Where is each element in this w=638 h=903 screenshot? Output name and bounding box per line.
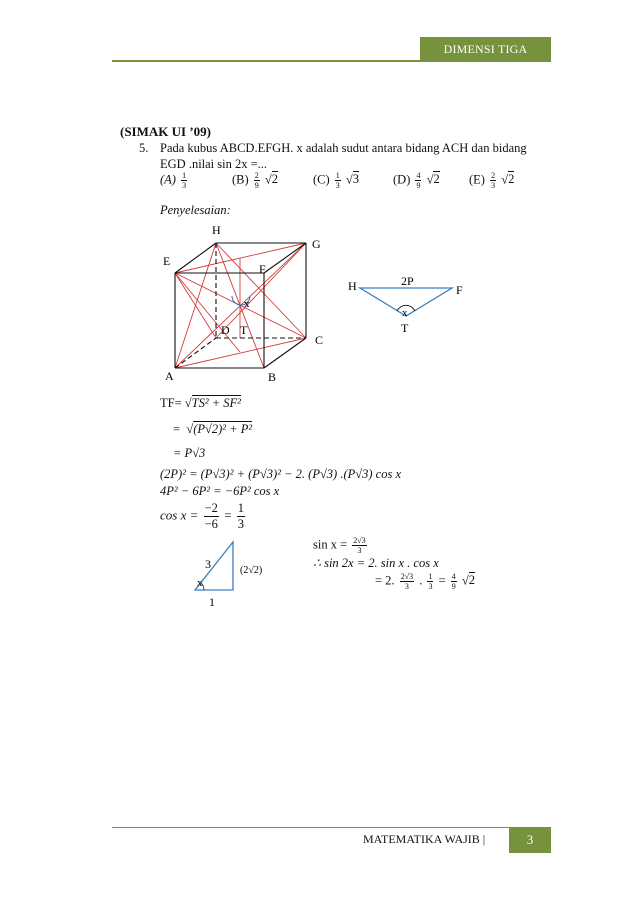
side-label: 2P — [401, 274, 414, 288]
equation-lhs: cos x = — [160, 507, 199, 523]
angle-label: x — [402, 307, 408, 319]
option-fraction — [415, 171, 421, 190]
radicand: (P√2)² + P² — [193, 422, 253, 436]
frac-num: 4 — [416, 171, 421, 180]
radicand: TS² + SF² — [191, 396, 241, 410]
dot-operator: . — [419, 573, 423, 588]
vertex-label: G — [312, 237, 321, 251]
frac-num: 1 — [237, 501, 245, 515]
equals-sign: = — [224, 507, 232, 523]
option-label: (C) — [313, 172, 330, 187]
frac-num: 2 — [491, 171, 496, 180]
radicand: 2 — [468, 573, 476, 588]
side-label: 1 — [209, 595, 215, 609]
frac-num: −2 — [204, 501, 218, 515]
frac-num: 2√3 — [400, 572, 414, 581]
option-fraction — [254, 171, 260, 190]
fraction — [237, 501, 245, 532]
triangle-htf — [340, 268, 470, 338]
option-fraction — [490, 171, 496, 190]
angle-label: x — [244, 298, 250, 310]
fraction — [451, 572, 457, 591]
final-step: = 2. $\frac{2√3}{3}$ . $\frac{1}{3}$ = $\frac{4}{9}$ √2 — [375, 572, 476, 591]
equals-sign: = — [173, 422, 181, 436]
option-radicand: 3 — [352, 172, 360, 187]
side-label: 3 — [205, 557, 211, 571]
vertex-label: A — [165, 369, 174, 383]
tf-step-2: = √(P√2)² + P² — [173, 422, 253, 436]
fraction — [352, 536, 366, 555]
sin-x-step — [313, 536, 369, 555]
frac-den: −6 — [204, 517, 218, 531]
option-d: (D) $\frac{4}{9}$ √2 — [393, 171, 440, 190]
fraction — [400, 572, 414, 591]
frac-num: 4 — [451, 572, 456, 581]
frac-den: 9 — [416, 181, 421, 190]
frac-den: 3 — [428, 582, 433, 591]
frac-den: 9 — [451, 582, 456, 591]
option-e: (E) $\frac{2}{3}$ √2 — [469, 171, 515, 190]
header-divider — [112, 60, 551, 62]
frac-den: 3 — [491, 181, 496, 190]
right-triangle — [175, 538, 285, 613]
vertex-label: E — [163, 254, 171, 268]
simplify-step: 4P² − 6P² = −6P² cos x — [160, 484, 280, 498]
frac-den: 3 — [182, 181, 187, 190]
vertex-label: D — [221, 323, 230, 337]
equation-lhs: TF= — [160, 396, 182, 410]
cube-figure — [150, 220, 350, 385]
option-a — [160, 171, 189, 190]
frac-den: 3 — [404, 582, 409, 591]
side-label: (2√2) — [240, 565, 263, 576]
option-radicand: 2 — [271, 172, 279, 187]
tf-step-1: TF= √TS² + SF² — [160, 396, 241, 410]
footer-divider — [112, 827, 551, 828]
vertex-label: T — [240, 323, 248, 337]
option-label: (B) — [232, 172, 249, 187]
page-number: 3 — [509, 827, 551, 853]
tf-step-3: = P√3 — [173, 446, 206, 460]
problem-source: (SIMAK UI ’09) — [120, 124, 211, 139]
angle-label: x — [197, 577, 203, 589]
frac-den: 3 — [237, 517, 245, 531]
option-c: (C) $\frac{1}{3}$ √3 — [313, 171, 360, 190]
problem-number: 5. — [139, 141, 149, 155]
subject-name: MATEMATIKA WAJIB — [363, 832, 480, 846]
equation-lhs: = 2. — [375, 573, 395, 588]
problem-text-line1: Pada kubus ABCD.EFGH. x adalah sudut antara bidang ACH dan bidang — [160, 141, 527, 155]
option-fraction — [335, 171, 341, 190]
frac-num: 2 — [254, 171, 259, 180]
option-label: (A) — [160, 172, 176, 187]
vertex-label: H — [212, 223, 221, 237]
frac-den: 9 — [254, 181, 259, 190]
option-radicand: 2 — [433, 172, 440, 187]
fraction — [427, 572, 433, 591]
vertex-label: B — [268, 370, 277, 384]
vertex-label: T — [401, 321, 409, 335]
vertex-label: F — [456, 283, 463, 297]
cube-diagonals — [175, 243, 306, 368]
option-radicand: 2 — [508, 172, 515, 187]
therefore-step: ∴ sin 2x = 2. sin x . cos x — [313, 556, 439, 570]
option-label: (D) — [393, 172, 411, 187]
frac-den: 3 — [357, 546, 362, 555]
frac-num: 1 — [182, 171, 187, 180]
law-of-cosines-step: (2P)² = (P√3)² + (P√3)² − 2. (P√3) .(P√3) cos x — [160, 467, 402, 481]
option-b: (B) $\frac{2}{9}$ √2 — [232, 171, 279, 190]
frac-den: 3 — [335, 181, 340, 190]
equation-lhs: sin x = — [313, 537, 348, 552]
vertex-label: H — [348, 279, 357, 293]
option-label: (E) — [469, 172, 485, 187]
vertex-label: F — [259, 262, 266, 276]
fraction — [204, 501, 219, 532]
chapter-title-badge: DIMENSI TIGA — [420, 37, 551, 61]
option-fraction — [181, 171, 187, 190]
problem-text-line2: EGD .nilai sin 2x =... — [160, 157, 268, 171]
vertex-label: C — [315, 333, 324, 347]
solution-heading: Penyelesaian: — [160, 203, 231, 217]
frac-num: 1 — [428, 572, 433, 581]
equals-sign: = — [438, 573, 446, 588]
frac-num: 1 — [335, 171, 340, 180]
cos-result — [160, 501, 247, 532]
footer-subject — [363, 832, 485, 847]
footer-separator: | — [482, 832, 486, 846]
frac-num: 2√3 — [353, 536, 366, 545]
